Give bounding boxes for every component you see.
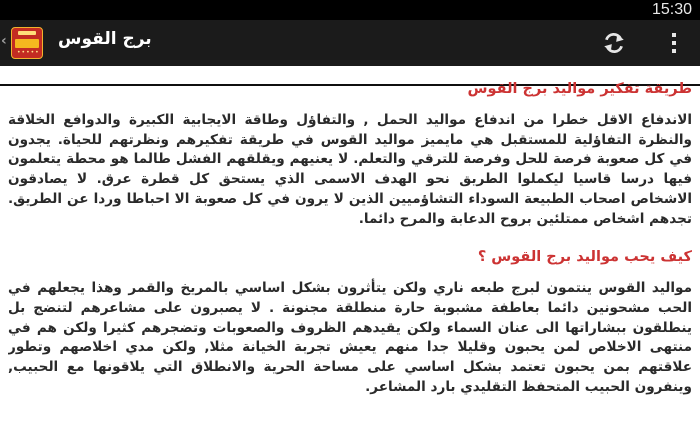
section-heading-love: كيف يحب مواليد برج القوس ؟ bbox=[477, 249, 692, 266]
overflow-menu-icon bbox=[670, 31, 678, 55]
app-icon[interactable] bbox=[11, 27, 43, 59]
refresh-button[interactable] bbox=[598, 27, 630, 59]
article-content[interactable] bbox=[8, 66, 692, 438]
app-icon-label-band bbox=[15, 39, 39, 48]
action-bar bbox=[0, 20, 700, 66]
action-bar-title: برج القوس bbox=[58, 29, 152, 49]
app-icon-pattern: ••••• bbox=[17, 49, 40, 56]
overflow-menu-button[interactable] bbox=[660, 27, 688, 59]
status-time: 15:30 bbox=[651, 1, 692, 18]
up-caret-icon[interactable]: ‹ bbox=[1, 33, 7, 49]
refresh-icon bbox=[601, 30, 627, 56]
section-body-thinking: الاندفاع الاقل خطرا من اندفاع مواليد الحمل , والتفاؤل وطاقة الايجابية الكبيرة والدوافع الخلاقة والنظرة التفاؤلية للمستقبل هي مايميز مواليد القوس في طريقة تفكيرهم ونظرتهم للحياة. يجدون في كل صعوبة فرصة للحل وفرصة للترقي والتعلم. لا يعنيهم ويقلقهم الفشل طالما هو محطة يتعلمون فيها درسا قاسيا ليكملوا الطريق نحو الهدف الاسمى الذي يستحق كل قطرة عرق. لا يصادقون الاشخاص اصحاب الطبيعة السوداء التشاؤميين الذين لا يرون في كل صعوبة الا احباطا وردا عن الطريق. تجدهم اشخاص ممتلئين بروح الدعابة والمرح دائما. bbox=[8, 112, 692, 227]
section-heading-thinking: طريقة تفكير مواليد برج القوس bbox=[467, 81, 692, 97]
section-body-love: مواليد القوس ينتمون لبرج طبعه ناري ولكن يتأثرون بشكل اساسي بالمريخ والقمر وهذا يجعلهم في الحب مشحونين دائما بعاطفة مشبوبة حارة منطلقة مجنونة . لا يصبرون على مشاعرهم لتنضج بل ينطلقون ببشاراتها الى عنان السماء ولكن يقيدهم الظروف والصعوبات وتضجرهم كثيرا ولكن هم في منتهى الاخلاص لمن يحبون وقليلا جدا منهم يعيش تجربة الخيانة مثلا, ولكن مدي اخلاصهم وتطور علاقتهم بمن يحبون تعتمد بشكل اساسي على مساحة الحرية والانطلاق التي يلاقونها مع الحبيب, وينفرون الحبيب المتحفظ التقليدي بارد المشاعر. bbox=[8, 280, 692, 395]
status-bar bbox=[0, 0, 700, 20]
app-icon-top-band bbox=[18, 31, 36, 35]
